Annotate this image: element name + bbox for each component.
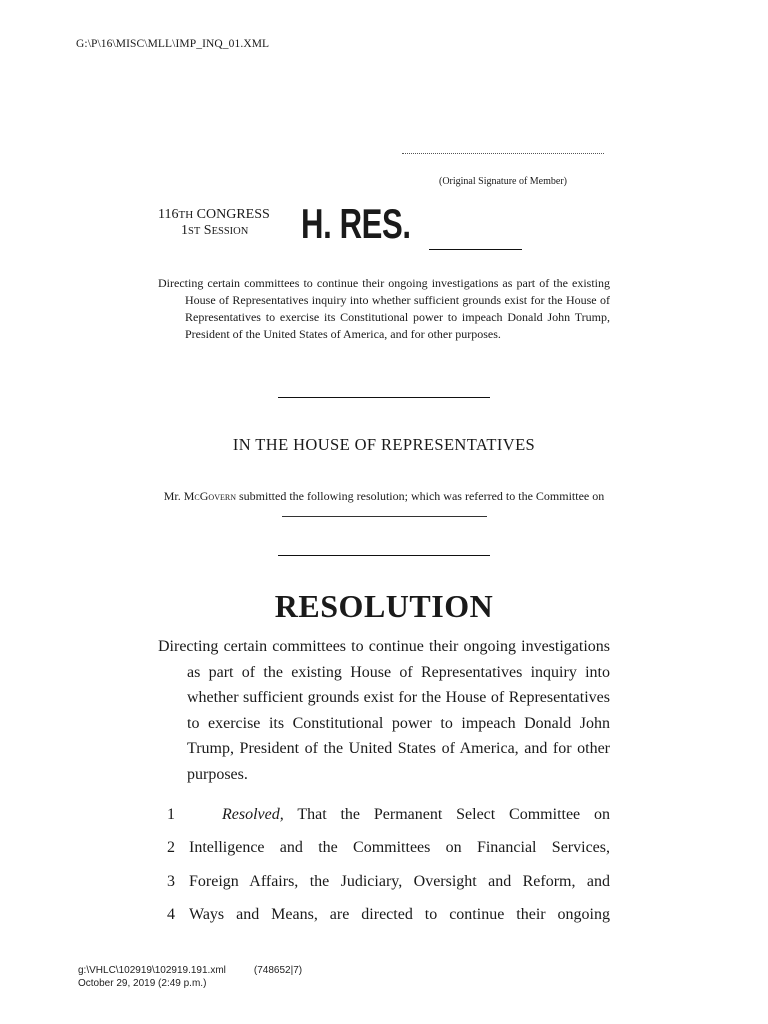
summary-text: Directing certain committees to continue their ongoing investigations as part of the existing House of Representatives inquiry into whether sufficient grounds exist for the House of Representatives to exercise its Constitutional power to impeach Donald John Trump, President of the United States of America, and for other purposes. xyxy=(158,276,610,341)
sponsor-title: Mr. xyxy=(163,489,181,503)
sponsor-name: McGovern xyxy=(183,489,236,503)
footer-timestamp: October 29, 2019 (2:49 p.m.) xyxy=(78,978,207,989)
bill-number-blank xyxy=(429,249,522,250)
footer xyxy=(78,964,302,990)
sponsor-statement xyxy=(158,488,610,522)
resolution-line xyxy=(150,839,612,863)
signature-line xyxy=(402,153,604,154)
bill-designation: H. RES. xyxy=(301,200,411,247)
line-number: 3 xyxy=(167,873,175,890)
line-number: 4 xyxy=(167,906,175,923)
committee-blank xyxy=(282,516,487,517)
session-label: 1ST SESSION xyxy=(181,223,249,238)
congress-label: 116TH CONGRESS xyxy=(158,207,270,222)
line-text: Intelligence and the Committees on Financial Services, xyxy=(189,839,610,856)
footer-file: g:\VHLC\102919\102919.191.xml xyxy=(78,965,226,976)
signature-caption: (Original Signature of Member) xyxy=(438,176,568,187)
divider xyxy=(278,397,490,398)
line-text: Foreign Affairs, the Judiciary, Oversight and Reform, and xyxy=(189,873,610,890)
divider xyxy=(278,555,490,556)
resolution-line xyxy=(150,806,612,830)
footer-code: (748652|7) xyxy=(253,965,303,976)
sponsor-text: submitted the following resolution; which was referred to the Committee on xyxy=(238,489,605,503)
line-number: 2 xyxy=(167,839,175,856)
line-number: 1 xyxy=(167,806,175,823)
resolution-line xyxy=(150,873,612,897)
line-text: Resolved, That the Permanent Select Committee on xyxy=(222,806,611,823)
resolution-heading: RESOLUTION xyxy=(274,588,494,624)
resolution-line xyxy=(150,906,612,930)
preamble-text: Directing certain committees to continue their ongoing investigations as part of the existing House of Representatives inquiry into whether sufficient grounds exist for the House of Representatives to exercise its Constitutional power to impeach Donald John Trump, President of the United States of America, and for other purposes. xyxy=(158,638,610,783)
file-path: G:\P\16\MISC\MLL\IMP_INQ_01.XML xyxy=(76,38,270,50)
line-text: Ways and Means, are directed to continue their ongoing xyxy=(189,906,610,923)
chamber-title: IN THE HOUSE OF REPRESENTATIVES xyxy=(232,435,536,454)
